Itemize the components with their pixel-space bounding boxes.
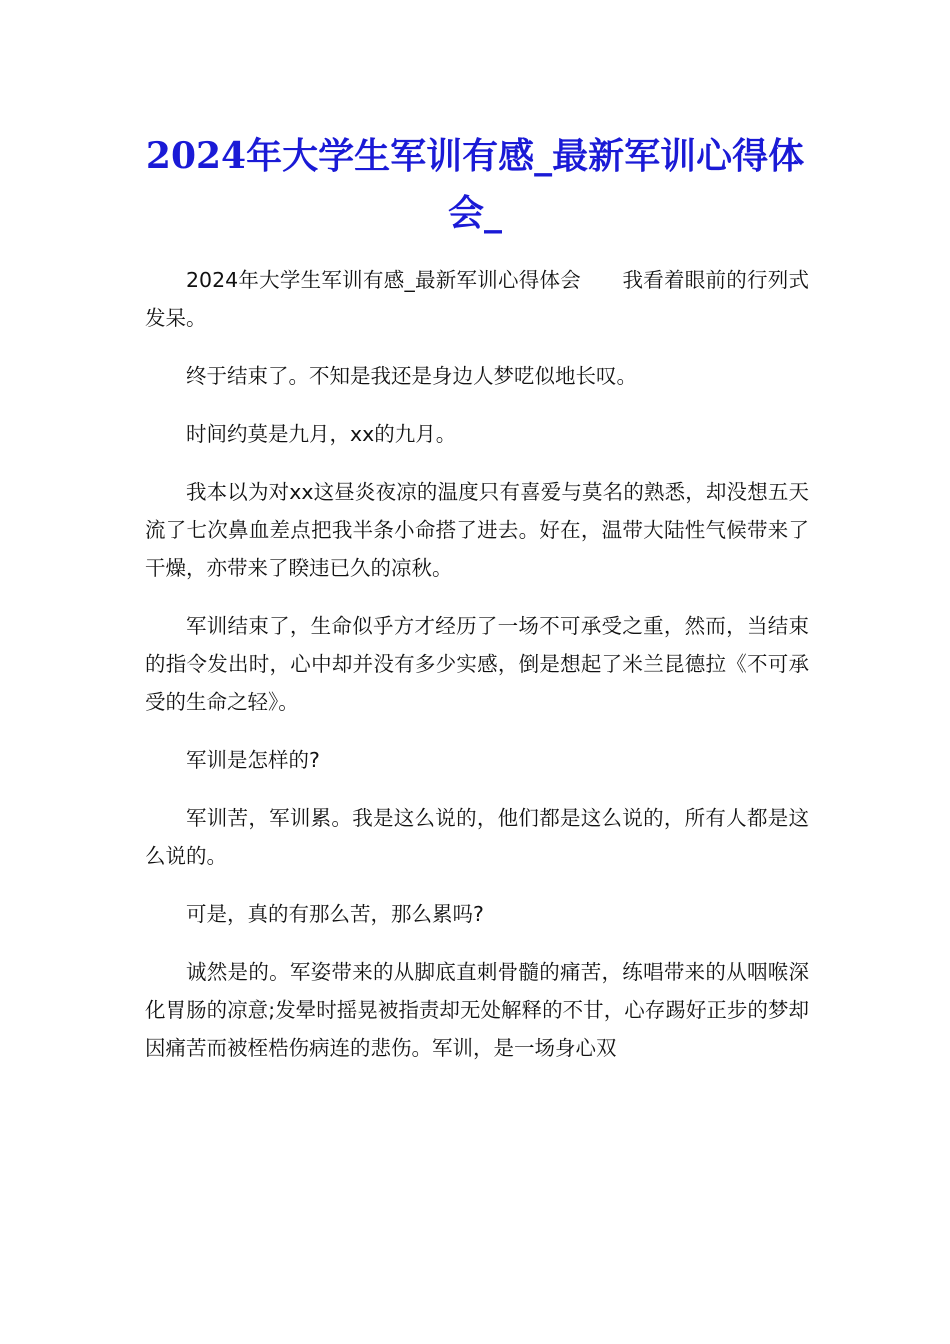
paragraph: 时间约莫是九月，xx的九月。	[186, 422, 457, 446]
paragraph: 军训结束了，生命似乎方才经历了一场不可承受之重，然而，当结束的指令发出时，心中却并没有多少实感，倒是想起了米兰昆德拉《不可承受的生命之轻》。	[145, 614, 809, 714]
paragraph: 2024年大学生军训有感_最新军训心得体会 我看着眼前的行列式发呆。	[145, 268, 809, 330]
paragraph: 军训苦，军训累。我是这么说的，他们都是这么说的，所有人都是这么说的。	[145, 806, 809, 868]
document-title: 2024年大学生军训有感_最新军训心得体会_	[145, 135, 805, 234]
document-body	[145, 261, 809, 1087]
paragraph: 我本以为对xx这昼炎夜凉的温度只有喜爱与莫名的熟悉，却没想五天流了七次鼻血差点把我半条小命搭了进去。好在，温带大陆性气候带来了干燥，亦带来了睽违已久的凉秋。	[145, 480, 809, 580]
paragraph: 可是，真的有那么苦，那么累吗?	[186, 902, 484, 926]
paragraph: 终于结束了。不知是我还是身边人梦呓似地长叹。	[186, 364, 637, 388]
paragraph: 军训是怎样的?	[186, 748, 320, 772]
paragraph: 诚然是的。军姿带来的从脚底直刺骨髓的痛苦，练唱带来的从咽喉深化胃肠的凉意;发晕时摇晃被指责却无处解释的不甘，心存踢好正步的梦却因痛苦而被桎梏伤病连的悲伤。军训，是一场身心双	[145, 960, 809, 1060]
